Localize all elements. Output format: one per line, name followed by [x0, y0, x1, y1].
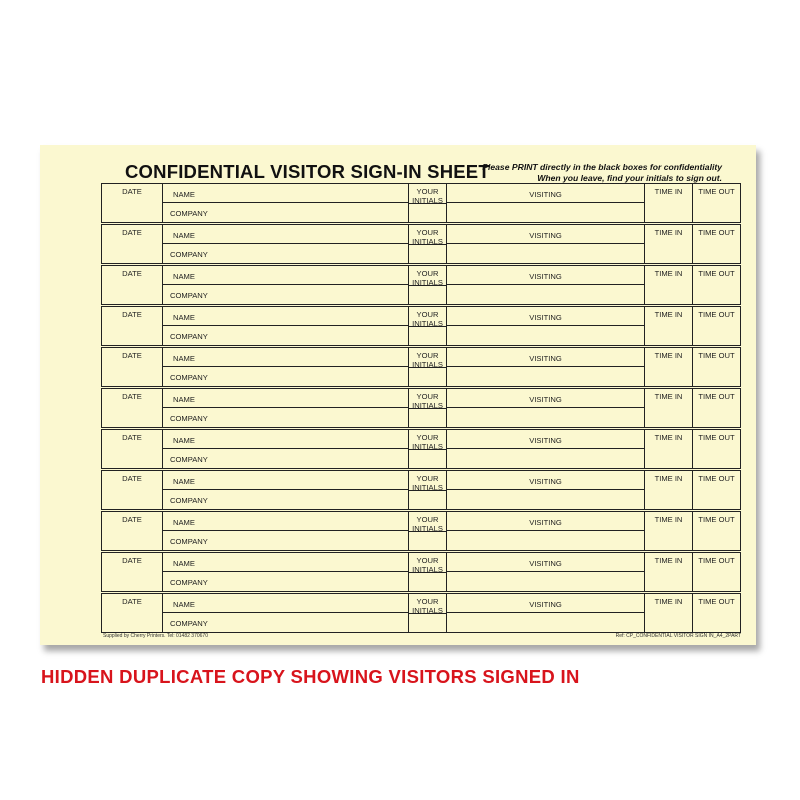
initials-label-2: INITIALS	[412, 606, 443, 615]
visiting-label: VISITING	[529, 477, 562, 486]
time-in-cell[interactable]	[645, 512, 693, 550]
date-cell[interactable]	[102, 553, 163, 591]
visitor-row	[101, 347, 741, 387]
date-label: DATE	[122, 474, 142, 483]
name-label: NAME	[173, 354, 195, 363]
name-label: NAME	[173, 477, 195, 486]
visiting-label: VISITING	[529, 313, 562, 322]
time-in-label: TIME IN	[654, 269, 683, 278]
company-label: COMPANY	[170, 496, 208, 505]
date-cell[interactable]	[102, 389, 163, 427]
initials-label-2: INITIALS	[412, 401, 443, 410]
initials-label-1: YOUR	[416, 433, 439, 442]
visitor-row	[101, 429, 741, 469]
company-cell[interactable]	[163, 367, 409, 386]
visiting-cell[interactable]	[446, 225, 645, 244]
initials-label-2: INITIALS	[412, 524, 443, 533]
date-label: DATE	[122, 433, 142, 442]
time-in-label: TIME IN	[654, 187, 683, 196]
name-label: NAME	[173, 272, 195, 281]
company-cell[interactable]	[163, 203, 409, 222]
date-cell[interactable]	[102, 225, 163, 263]
name-label: NAME	[173, 395, 195, 404]
visiting-entry-box[interactable]	[446, 490, 645, 509]
visitor-row	[101, 224, 741, 264]
initials-label-1: YOUR	[416, 351, 439, 360]
time-in-cell[interactable]	[645, 225, 693, 263]
time-out-cell[interactable]	[693, 389, 740, 427]
initials-label-2: INITIALS	[412, 360, 443, 369]
time-out-label: TIME OUT	[698, 228, 735, 237]
company-label: COMPANY	[170, 619, 208, 628]
company-cell[interactable]	[163, 531, 409, 550]
time-out-label: TIME OUT	[698, 310, 735, 319]
initials-label-1: YOUR	[416, 515, 439, 524]
time-in-cell[interactable]	[645, 266, 693, 304]
date-cell[interactable]	[102, 348, 163, 386]
visiting-cell[interactable]	[446, 430, 645, 449]
visiting-cell[interactable]	[446, 184, 645, 203]
initials-label-1: YOUR	[416, 556, 439, 565]
time-in-cell[interactable]	[645, 594, 693, 632]
visiting-entry-box[interactable]	[446, 572, 645, 591]
company-label: COMPANY	[170, 578, 208, 587]
visitor-row	[101, 265, 741, 305]
visiting-entry-box[interactable]	[446, 203, 645, 222]
visiting-entry-box[interactable]	[446, 408, 645, 427]
time-out-label: TIME OUT	[698, 515, 735, 524]
name-label: NAME	[173, 559, 195, 568]
company-cell[interactable]	[163, 244, 409, 263]
name-cell[interactable]	[163, 348, 409, 367]
time-in-label: TIME IN	[654, 474, 683, 483]
company-label: COMPANY	[170, 373, 208, 382]
visiting-cell[interactable]	[446, 471, 645, 490]
date-label: DATE	[122, 515, 142, 524]
time-out-cell[interactable]	[693, 512, 740, 550]
initials-entry-box[interactable]	[409, 326, 446, 345]
visitor-row	[101, 552, 741, 592]
date-label: DATE	[122, 351, 142, 360]
time-in-label: TIME IN	[654, 228, 683, 237]
initials-entry-box[interactable]	[409, 572, 446, 591]
date-cell[interactable]	[102, 471, 163, 509]
date-label: DATE	[122, 556, 142, 565]
instruction-line-2: When you leave, find your initials to sign out.	[537, 173, 722, 183]
visiting-entry-box[interactable]	[446, 531, 645, 550]
visiting-label: VISITING	[529, 518, 562, 527]
visiting-cell[interactable]	[446, 266, 645, 285]
name-cell[interactable]	[163, 471, 409, 490]
name-cell[interactable]	[163, 512, 409, 531]
name-label: NAME	[173, 600, 195, 609]
date-label: DATE	[122, 269, 142, 278]
time-out-label: TIME OUT	[698, 269, 735, 278]
time-in-label: TIME IN	[654, 556, 683, 565]
initials-label-1: YOUR	[416, 310, 439, 319]
time-in-label: TIME IN	[654, 392, 683, 401]
visiting-label: VISITING	[529, 559, 562, 568]
name-cell[interactable]	[163, 225, 409, 244]
date-cell[interactable]	[102, 307, 163, 345]
name-cell[interactable]	[163, 307, 409, 326]
reference-note: Ref: CP_CONFIDENTIAL VISITOR SIGN IN_A4_2PART	[615, 633, 741, 639]
duplicate-copy-banner: HIDDEN DUPLICATE COPY SHOWING VISITORS SIGNED IN	[41, 666, 580, 687]
visitor-row	[101, 306, 741, 346]
visiting-entry-box[interactable]	[446, 285, 645, 304]
sheet-title: CONFIDENTIAL VISITOR SIGN-IN SHEET	[125, 161, 490, 182]
time-out-cell[interactable]	[693, 184, 740, 222]
time-in-cell[interactable]	[645, 307, 693, 345]
initials-label-2: INITIALS	[412, 483, 443, 492]
visiting-label: VISITING	[529, 190, 562, 199]
company-cell[interactable]	[163, 490, 409, 509]
time-out-label: TIME OUT	[698, 187, 735, 196]
visiting-label: VISITING	[529, 436, 562, 445]
time-out-cell[interactable]	[693, 553, 740, 591]
visiting-entry-box[interactable]	[446, 449, 645, 468]
visitor-row	[101, 470, 741, 510]
time-out-cell[interactable]	[693, 471, 740, 509]
time-in-label: TIME IN	[654, 433, 683, 442]
date-cell[interactable]	[102, 184, 163, 222]
time-in-label: TIME IN	[654, 597, 683, 606]
time-in-cell[interactable]	[645, 471, 693, 509]
company-label: COMPANY	[170, 537, 208, 546]
visiting-cell[interactable]	[446, 307, 645, 326]
date-cell[interactable]	[102, 266, 163, 304]
date-label: DATE	[122, 187, 142, 196]
time-out-label: TIME OUT	[698, 351, 735, 360]
date-cell[interactable]	[102, 430, 163, 468]
name-label: NAME	[173, 231, 195, 240]
initials-label-2: INITIALS	[412, 319, 443, 328]
company-cell[interactable]	[163, 572, 409, 591]
name-label: NAME	[173, 190, 195, 199]
initials-label-1: YOUR	[416, 474, 439, 483]
initials-entry-box[interactable]	[409, 244, 446, 263]
company-label: COMPANY	[170, 291, 208, 300]
date-label: DATE	[122, 392, 142, 401]
date-cell[interactable]	[102, 512, 163, 550]
initials-entry-box[interactable]	[409, 490, 446, 509]
name-cell[interactable]	[163, 430, 409, 449]
company-label: COMPANY	[170, 332, 208, 341]
time-in-label: TIME IN	[654, 351, 683, 360]
time-out-cell[interactable]	[693, 594, 740, 632]
visiting-entry-box[interactable]	[446, 244, 645, 263]
initials-label-1: YOUR	[416, 269, 439, 278]
company-label: COMPANY	[170, 250, 208, 259]
name-label: NAME	[173, 313, 195, 322]
company-label: COMPANY	[170, 209, 208, 218]
initials-entry-box[interactable]	[409, 367, 446, 386]
name-cell[interactable]	[163, 389, 409, 408]
visiting-entry-box[interactable]	[446, 326, 645, 345]
supplier-note: Supplied by Cherry Printers. Tel: 01482 370670	[103, 633, 208, 639]
initials-label-2: INITIALS	[412, 237, 443, 246]
name-cell[interactable]	[163, 594, 409, 613]
initials-entry-box[interactable]	[409, 285, 446, 304]
time-out-label: TIME OUT	[698, 433, 735, 442]
visitor-row	[101, 388, 741, 428]
time-out-cell[interactable]	[693, 307, 740, 345]
time-out-cell[interactable]	[693, 430, 740, 468]
name-label: NAME	[173, 518, 195, 527]
time-in-cell[interactable]	[645, 430, 693, 468]
date-label: DATE	[122, 310, 142, 319]
visiting-cell[interactable]	[446, 512, 645, 531]
time-out-label: TIME OUT	[698, 556, 735, 565]
time-out-cell[interactable]	[693, 348, 740, 386]
company-cell[interactable]	[163, 285, 409, 304]
company-label: COMPANY	[170, 414, 208, 423]
time-in-cell[interactable]	[645, 553, 693, 591]
time-in-label: TIME IN	[654, 310, 683, 319]
date-cell[interactable]	[102, 594, 163, 632]
initials-entry-box[interactable]	[409, 408, 446, 427]
instruction-line-1: Please PRINT directly in the black boxes for confidentiality	[482, 162, 722, 172]
time-in-cell[interactable]	[645, 184, 693, 222]
initials-label-1: YOUR	[416, 187, 439, 196]
company-label: COMPANY	[170, 455, 208, 464]
initials-entry-box[interactable]	[409, 613, 446, 632]
initials-label-1: YOUR	[416, 597, 439, 606]
visitor-row	[101, 593, 741, 633]
visiting-label: VISITING	[529, 600, 562, 609]
visitor-row	[101, 511, 741, 551]
visiting-label: VISITING	[529, 354, 562, 363]
initials-label-2: INITIALS	[412, 278, 443, 287]
time-out-cell[interactable]	[693, 225, 740, 263]
initials-label-1: YOUR	[416, 228, 439, 237]
date-label: DATE	[122, 597, 142, 606]
initials-entry-box[interactable]	[409, 203, 446, 222]
company-cell[interactable]	[163, 449, 409, 468]
time-out-label: TIME OUT	[698, 597, 735, 606]
name-cell[interactable]	[163, 266, 409, 285]
visiting-cell[interactable]	[446, 553, 645, 572]
time-out-cell[interactable]	[693, 266, 740, 304]
time-in-cell[interactable]	[645, 348, 693, 386]
initials-label-2: INITIALS	[412, 196, 443, 205]
name-label: NAME	[173, 436, 195, 445]
initials-entry-box[interactable]	[409, 449, 446, 468]
initials-entry-box[interactable]	[409, 531, 446, 550]
visiting-label: VISITING	[529, 231, 562, 240]
time-in-label: TIME IN	[654, 515, 683, 524]
visiting-entry-box[interactable]	[446, 613, 645, 632]
visiting-cell[interactable]	[446, 348, 645, 367]
visiting-label: VISITING	[529, 395, 562, 404]
visiting-entry-box[interactable]	[446, 367, 645, 386]
sign-in-sheet	[40, 145, 756, 645]
date-label: DATE	[122, 228, 142, 237]
time-out-label: TIME OUT	[698, 392, 735, 401]
initials-label-2: INITIALS	[412, 565, 443, 574]
initials-label-2: INITIALS	[412, 442, 443, 451]
company-cell[interactable]	[163, 613, 409, 632]
visiting-cell[interactable]	[446, 389, 645, 408]
time-in-cell[interactable]	[645, 389, 693, 427]
visitor-row	[101, 183, 741, 223]
company-cell[interactable]	[163, 326, 409, 345]
visiting-label: VISITING	[529, 272, 562, 281]
visiting-cell[interactable]	[446, 594, 645, 613]
instructions	[482, 162, 722, 184]
name-cell[interactable]	[163, 184, 409, 203]
time-out-label: TIME OUT	[698, 474, 735, 483]
name-cell[interactable]	[163, 553, 409, 572]
initials-label-1: YOUR	[416, 392, 439, 401]
company-cell[interactable]	[163, 408, 409, 427]
